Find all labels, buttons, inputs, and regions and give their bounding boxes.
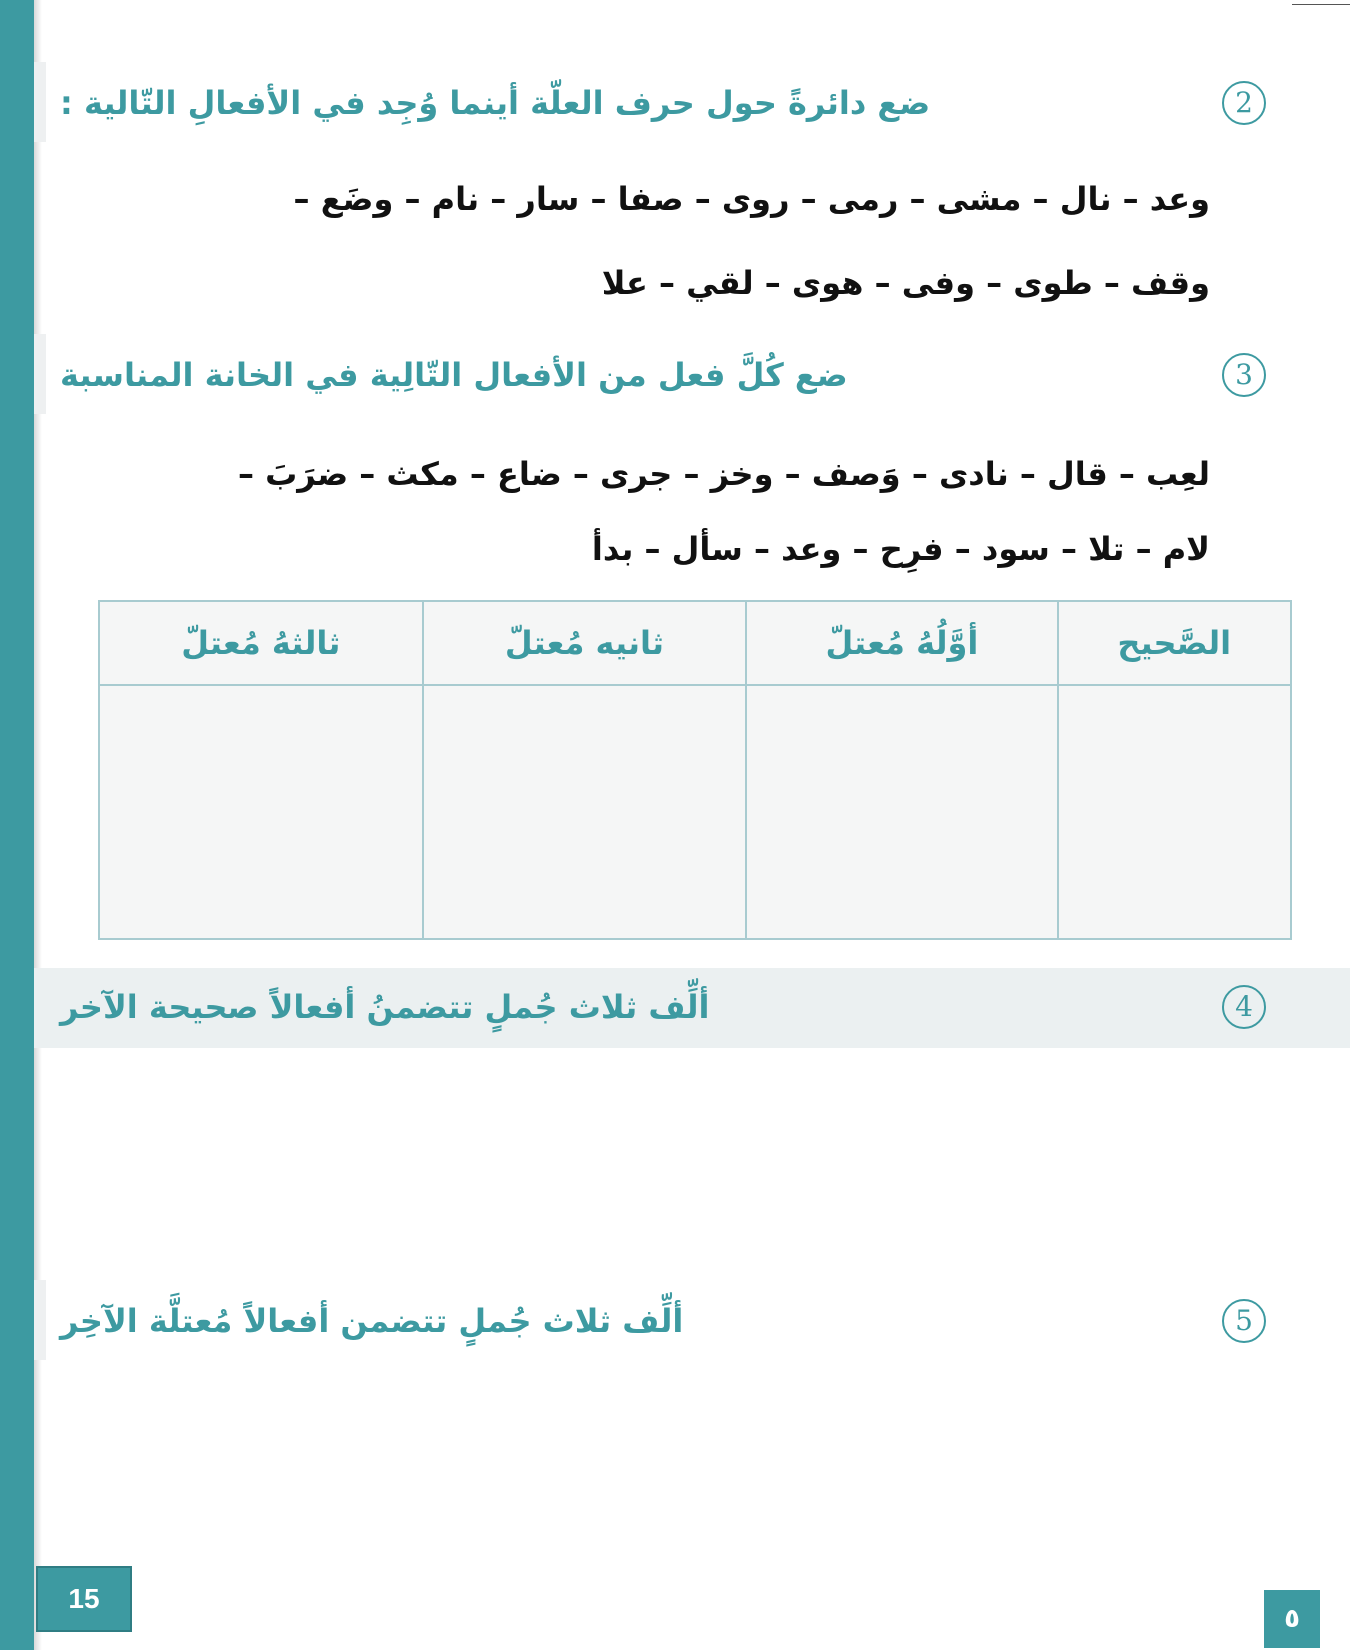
question-number-badge: 2 bbox=[1222, 81, 1266, 125]
top-rule bbox=[1292, 4, 1350, 5]
page-number-right: ٥ bbox=[1264, 1590, 1320, 1648]
column-header-first-weak: أوَّلُهُ مُعتلّ bbox=[746, 601, 1057, 685]
question-5-header bbox=[60, 1302, 1253, 1340]
verb-list-line: لام – تلا – سود – فرِح – وعد – سأل – بدأ bbox=[591, 530, 1210, 568]
question-number-badge: 5 bbox=[1222, 1299, 1266, 1343]
answer-cell[interactable] bbox=[1058, 685, 1291, 939]
verb-classification-table bbox=[98, 600, 1292, 940]
left-margin-bar bbox=[0, 0, 34, 1650]
answer-cell[interactable] bbox=[423, 685, 747, 939]
table-answer-row bbox=[99, 685, 1291, 939]
question-instruction: ألِّف ثلاث جُملٍ تتضمنُ أفعالاً صحيحة الآخر bbox=[60, 988, 710, 1026]
question-4-header bbox=[60, 988, 1253, 1026]
question-number-badge: 4 bbox=[1222, 985, 1266, 1029]
section-tab-marker bbox=[34, 1280, 46, 1360]
question-instruction: ضع دائرةً حول حرف العلّة أينما وُجِد في الأفعالِ التّالية : bbox=[60, 84, 931, 122]
verb-list-line: وعد – نال – مشى – رمى – روى – صفا – سار – نام – وضَع – bbox=[293, 180, 1210, 218]
verb-list-line: لعِب – قال – نادى – وَصف – وخز – جرى – ضاع – مكث – ضرَبَ – bbox=[237, 455, 1210, 493]
section-tab-marker bbox=[34, 334, 46, 414]
question-2-header bbox=[60, 84, 1253, 122]
margin-shadow bbox=[34, 0, 42, 1650]
column-header-sound: الصَّحيح bbox=[1058, 601, 1291, 685]
question-3-header bbox=[60, 356, 1253, 394]
page-number-left: 15 bbox=[36, 1566, 132, 1632]
question-instruction: ضع كُلَّ فعل من الأفعال التّالِية في الخانة المناسبة bbox=[60, 356, 848, 394]
verb-list-line: وقف – طوى – وفى – هوى – لقي – علا bbox=[601, 264, 1210, 302]
column-header-third-weak: ثالثهُ مُعتلّ bbox=[99, 601, 423, 685]
question-instruction: ألِّف ثلاث جُملٍ تتضمن أفعالاً مُعتلَّة الآخِر bbox=[60, 1302, 684, 1340]
column-header-second-weak: ثانيه مُعتلّ bbox=[423, 601, 747, 685]
section-tab-marker bbox=[34, 62, 46, 142]
answer-cell[interactable] bbox=[99, 685, 423, 939]
answer-cell[interactable] bbox=[746, 685, 1057, 939]
table-header-row bbox=[99, 601, 1291, 685]
question-number-badge: 3 bbox=[1222, 353, 1266, 397]
